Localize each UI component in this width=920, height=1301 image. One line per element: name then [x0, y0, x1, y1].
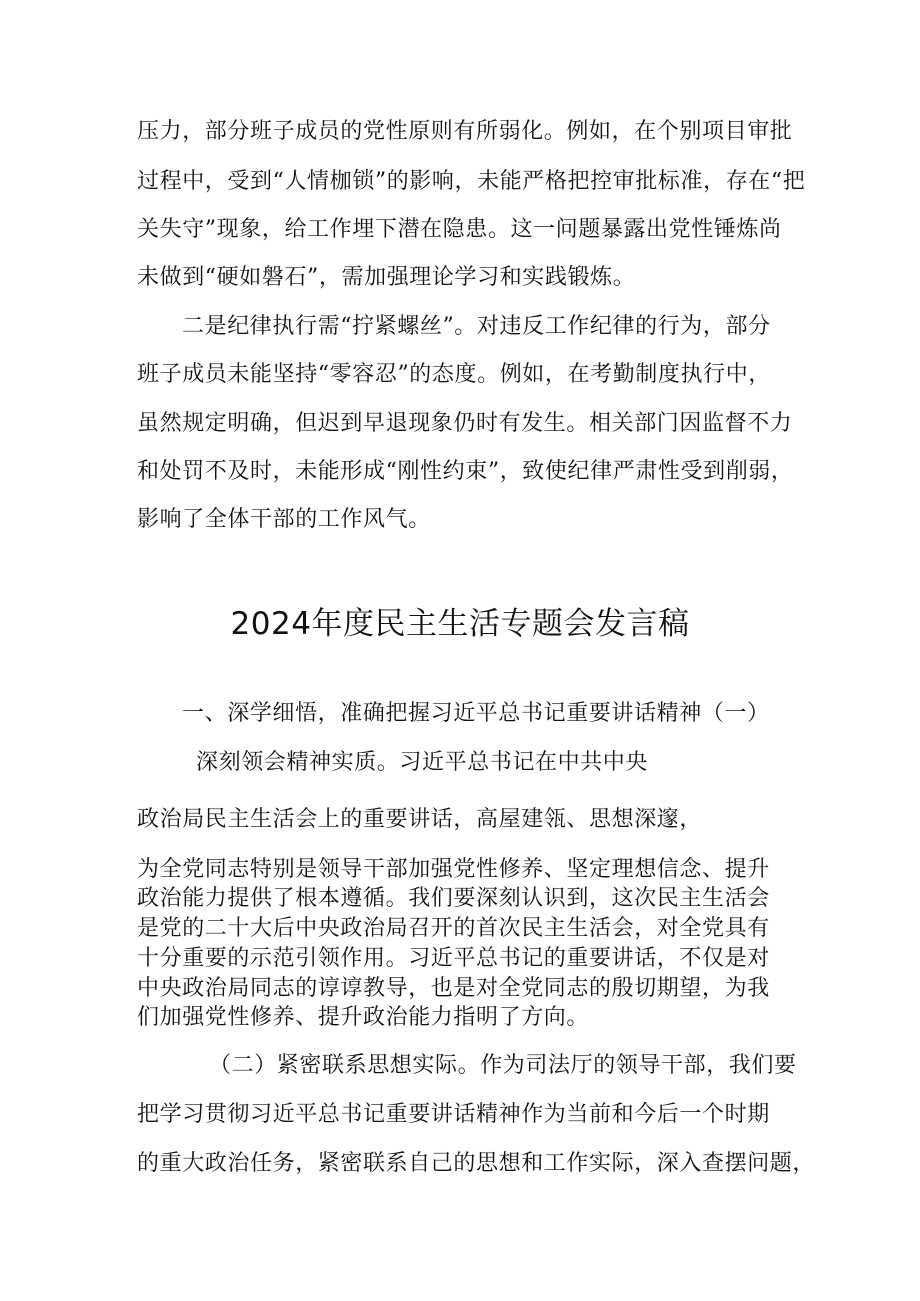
paragraph-line: 政治能力提供了根本遵循。我们要深刻认识到，这次民主生活会	[137, 886, 770, 911]
paragraph-line: 未做到“硬如磐石”，需加强理论学习和实践锻炼。	[137, 265, 636, 290]
section-heading: 一、深学细悟，准确把握习近平总书记重要讲话精神（一）	[182, 701, 770, 726]
paragraph-line: 们加强党性修养、提升政治能力指明了方向。	[137, 1005, 590, 1030]
paragraph-line: 为全党同志特别是领导干部加强党性修养、坚定理想信念、提升	[137, 857, 770, 882]
paragraph-line: 关失守”现象，给工作埋下潜在隐患。这一问题暴露出党性锤炼尚	[137, 217, 782, 242]
paragraph-line: 深刻领会精神实质。习近平总书记在中共中央	[196, 750, 649, 775]
paragraph-line: 和处罚不及时，未能形成“刚性约束”，致使纪律严肃性受到削弱，	[137, 459, 794, 484]
document-title: 2024年度民主生活专题会发言稿	[230, 606, 690, 642]
paragraph-line: 过程中，受到“人情枷锁”的影响，未能严格把控审批标准，存在“把	[137, 169, 806, 194]
paragraph-line: 十分重要的示范引领作用。习近平总书记的重要讲话，不仅是对	[137, 946, 770, 971]
paragraph-line: 班子成员未能坚持“零容忍”的态度。例如，在考勤制度执行中，	[137, 362, 771, 387]
paragraph-line: 把学习贯彻习近平总书记重要讲话精神作为当前和今后一个时期	[137, 1102, 770, 1127]
paragraph-line: 的重大政治任务，紧密联系自己的思想和工作实际，深入查摆问题，	[137, 1151, 816, 1176]
paragraph-line: 影响了全体干部的工作风气。	[137, 507, 431, 532]
paragraph-line: 是党的二十大后中央政治局召开的首次民主生活会，对全党具有	[137, 916, 770, 941]
paragraph-line: 压力，部分班子成员的党性原则有所弱化。例如，在个别项目审批	[137, 119, 793, 144]
paragraph-line: 虽然规定明确，但迟到早退现象仍时有发生。相关部门因监督不力	[137, 411, 793, 436]
paragraph-line: （二）紧密联系思想实际。作为司法厅的领导干部，我们要	[209, 1053, 797, 1078]
paragraph-line: 二是纪律执行需“拧紧螺丝”。对违反工作纪律的行为，部分	[182, 314, 771, 339]
paragraph-line: 政治局民主生活会上的重要讲话，高屋建瓴、思想深邃，	[137, 807, 703, 832]
paragraph-line: 中央政治局同志的谆谆教导，也是对全党同志的殷切期望，为我	[137, 976, 770, 1001]
